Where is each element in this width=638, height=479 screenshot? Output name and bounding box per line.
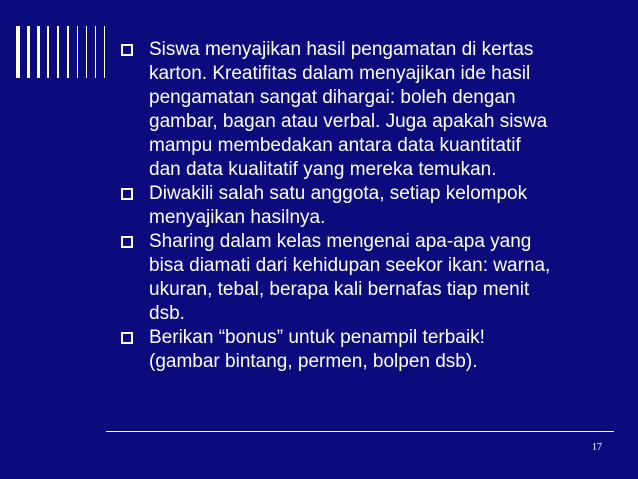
square-bullet-icon: [121, 44, 133, 56]
bullet-line: Siswa menyajikan hasil pengamatan di kertas: [149, 39, 534, 60]
bullet-line: dsb.: [149, 303, 185, 324]
stripe: [77, 26, 78, 78]
bullet-text: [149, 326, 620, 374]
bullet-line: pengamatan sangat dihargai: boleh dengan: [149, 87, 516, 108]
square-bullet-icon: [121, 332, 133, 344]
page-number: 17: [592, 442, 602, 453]
bullet-item: [120, 326, 620, 374]
square-bullet-icon: [121, 236, 133, 248]
bullet-text: [149, 38, 620, 182]
bullet-item: [120, 38, 620, 182]
footer-divider: [106, 431, 614, 432]
bullet-item: [120, 182, 620, 230]
bullet-line: Berikan “bonus” untuk penampil terbaik!: [149, 327, 485, 348]
bullet-line: Sharing dalam kelas mengenai apa-apa yang: [149, 231, 532, 252]
bullet-line: mampu membedakan antara data kuantitatif: [149, 135, 521, 156]
bullet-line: karton. Kreatifitas dalam menyajikan ide hasil: [149, 63, 531, 84]
stripe: [47, 26, 49, 78]
bullet-line: bisa diamati dari kehidupan seekor ikan: warna,: [149, 255, 551, 276]
bullet-line: Diwakili salah satu anggota, setiap kelompok: [149, 183, 528, 204]
stripe: [67, 26, 69, 78]
stripe: [37, 26, 40, 78]
bullet-item: [120, 230, 620, 326]
bullet-line: gambar, bagan atau verbal. Juga apakah siswa: [149, 111, 548, 132]
stripe: [86, 26, 87, 78]
bullet-text: [149, 182, 620, 230]
stripe: [16, 26, 20, 78]
stripe: [95, 26, 96, 78]
bullet-line: dan data kualitatif yang mereka temukan.: [149, 159, 497, 180]
bullet-line: menyajikan hasilnya.: [149, 207, 326, 228]
bullet-list: [120, 38, 620, 374]
stripe: [27, 26, 30, 78]
vertical-stripes-decoration: [16, 26, 106, 78]
stripe: [104, 26, 105, 78]
bullet-text: [149, 230, 620, 326]
stripe: [57, 26, 59, 78]
square-bullet-icon: [121, 188, 133, 200]
bullet-line: ukuran, tebal, berapa kali bernafas tiap menit: [149, 279, 530, 300]
bullet-line: (gambar bintang, permen, bolpen dsb).: [149, 351, 478, 372]
